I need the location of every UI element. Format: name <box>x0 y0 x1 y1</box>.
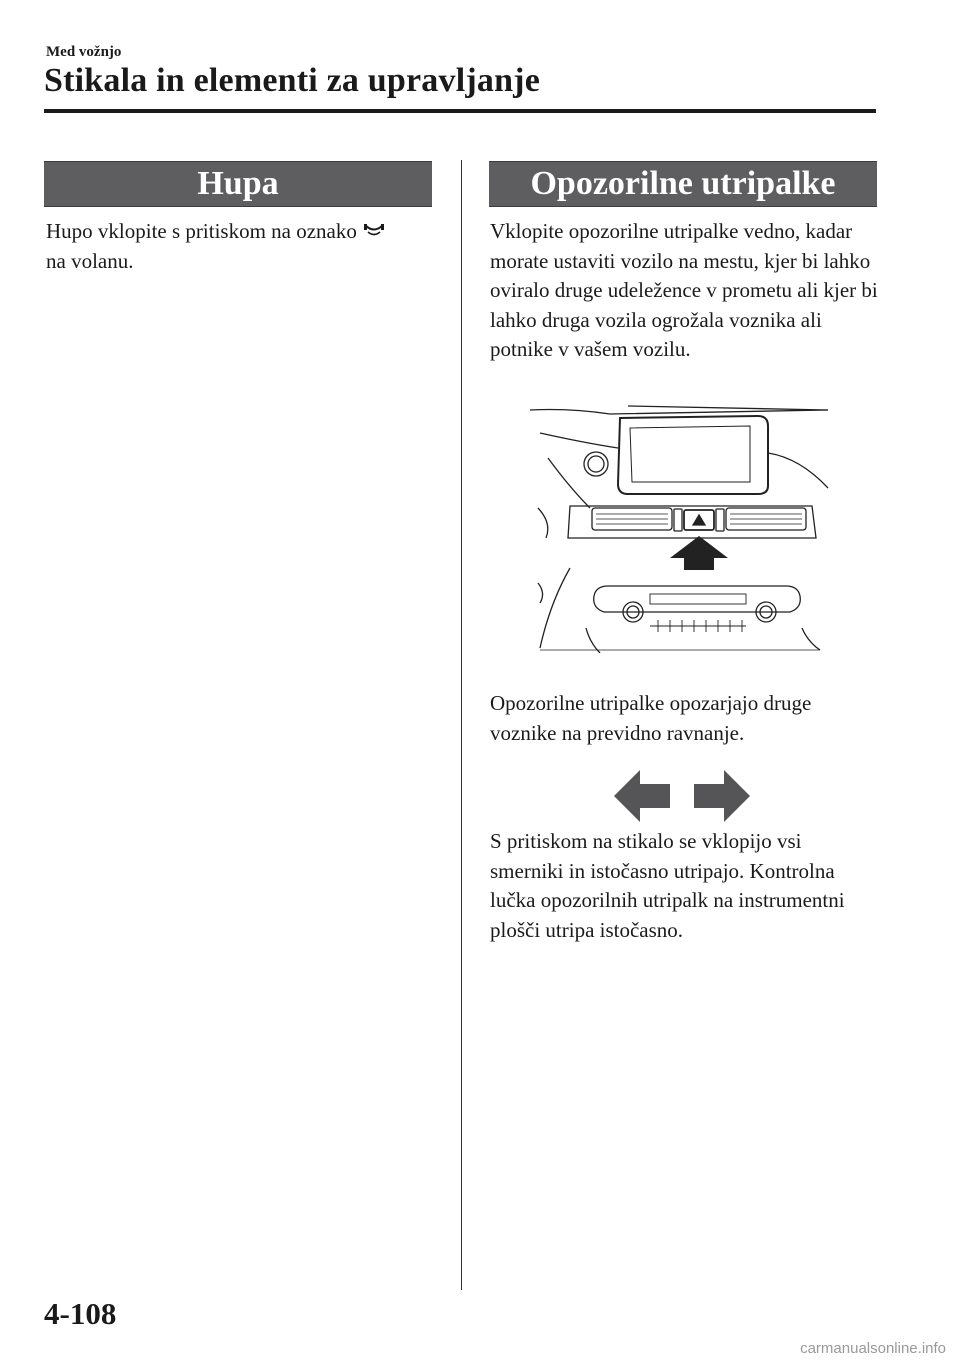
breadcrumb: Med vožnjo <box>46 44 122 60</box>
column-divider <box>461 160 462 1290</box>
horn-text-before-icon: Hupo vklopite s pritiskom na oznako <box>46 219 357 243</box>
page-title: Stikala in elementi za upravljanje <box>44 62 540 99</box>
horn-icon <box>363 223 385 237</box>
turn-signal-arrows-icon <box>614 770 750 822</box>
page-number: 4-108 <box>44 1296 117 1331</box>
watermark: carmanualsonline.info <box>800 1340 946 1357</box>
hazard-paragraph-3: S pritiskom na stikalo se vklopijo vsi smerniki in istočasno utripajo. Kontrolna lučka opozorilnih utripalk na instrumentni plošči utripa istočasno. <box>490 829 845 942</box>
title-rule <box>44 109 876 113</box>
hazard-switch-illustration <box>530 398 830 653</box>
horn-paragraph <box>46 217 446 276</box>
hazard-paragraph-2: Opozorilne utripalke opozarjajo druge voznike na previdno ravnanje. <box>490 691 812 745</box>
hazard-paragraph-1: Vklopite opozorilne utripalke vedno, kadar morate ustaviti vozilo na mestu, kjer bi lahko oviralo druge udeležence v prometu ali kjer bi lahko druga vozila ogrožala voznika ali potnike v vašem vozilu. <box>490 219 878 361</box>
section-heading-horn: Hupa <box>44 161 432 207</box>
section-heading-hazard: Opozorilne utripalke <box>489 161 877 207</box>
horn-text-after-icon: na volanu. <box>46 248 134 273</box>
